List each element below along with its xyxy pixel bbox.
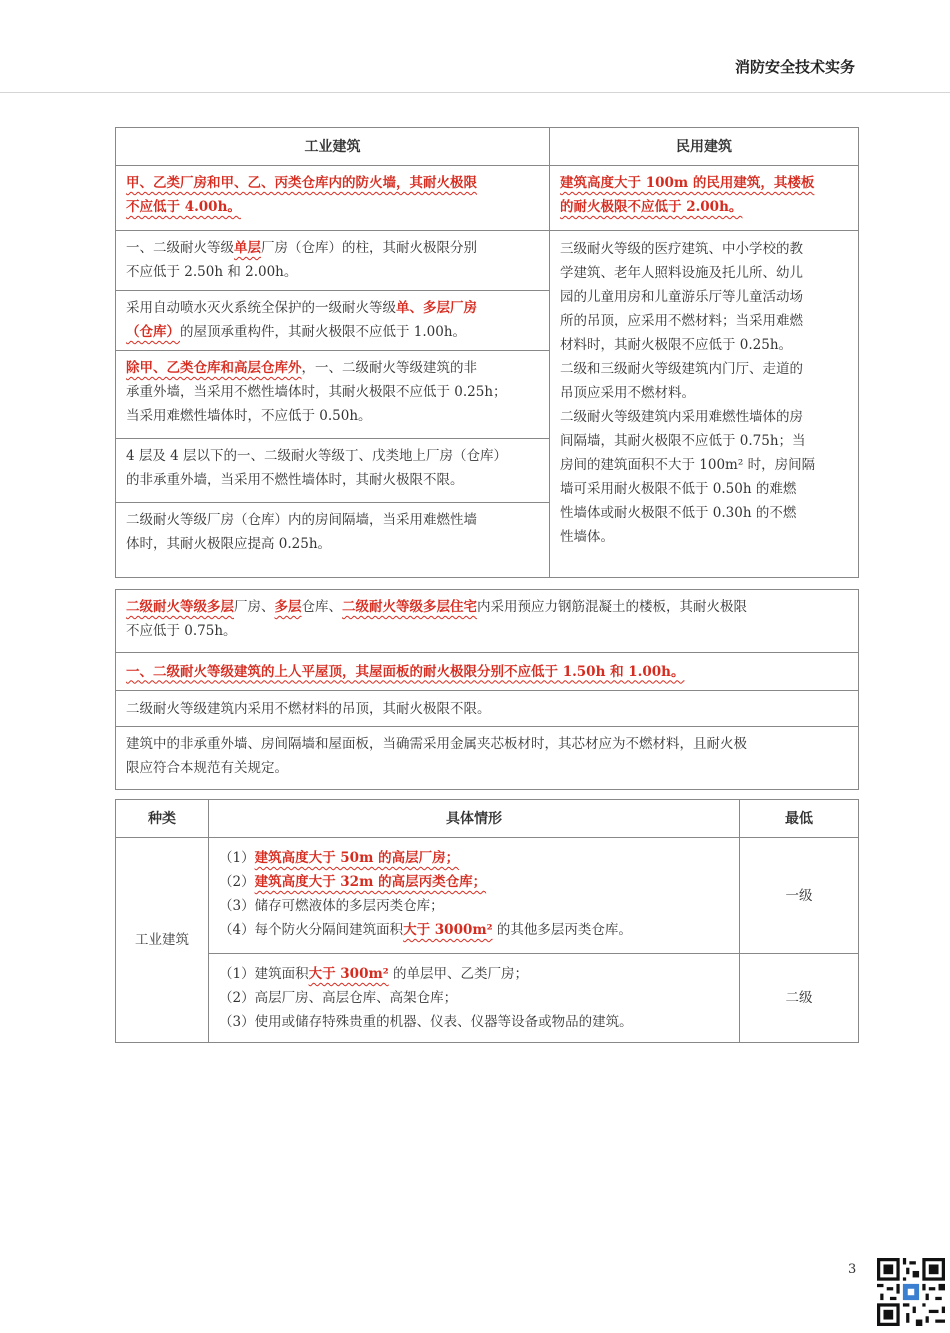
header-category: 种类 — [116, 800, 209, 838]
header-situation: 具体情形 — [209, 800, 740, 838]
classification-table — [115, 799, 859, 1043]
category-cell: 工业建筑 — [116, 838, 209, 1043]
group2-situations: （1）建筑面积大于 300m² 的单层甲、乙类厂房； （2）高层厂房、高层仓库、高架仓库； （3）使用或储存特殊贵重的机器、仪表、仪器等设备或物品的建筑。 — [209, 954, 740, 1043]
sandwich-panel-cell: 建筑中的非承重外墙、房间隔墙和屋面板，当确需采用金属夹芯板材时，其芯材应为不燃材料，且耐火极 限应符合本规范有关规定。 — [116, 727, 859, 790]
roof-member-cell: 采用自动喷水灭火系统全保护的一级耐火等级单、多层厂房 （仓库）的屋顶承重构件，其耐火极限不应低于 1.00h。 — [116, 291, 550, 351]
column-cell: 一、二级耐火等级单层厂房（仓库）的柱，其耐火极限分别 不应低于 2.50h 和 2.00h。 — [116, 231, 550, 291]
page-number: 3 — [848, 1262, 857, 1277]
firewall-cell: 甲、乙类厂房和甲、乙、丙类仓库内的防火墙，其耐火极限 不应低于 4.00h。 — [116, 166, 550, 231]
roof-slab-cell: 一、二级耐火等级建筑的上人平屋顶，其屋面板的耐火极限分别不应低于 1.50h 和 1.00h。 — [116, 653, 859, 691]
header-minimum: 最低 — [740, 800, 859, 838]
header-industrial: 工业建筑 — [116, 128, 550, 166]
fire-resistance-table — [115, 127, 859, 578]
external-wall-cell: 除甲、乙类仓库和高层仓库外，一、二级耐火等级建筑的非 承重外墙，当采用不燃性墙体时，其耐火极限不应低于 0.25h； 当采用难燃性墙体时，不应低于 0.50h。 — [116, 351, 550, 439]
header-divider — [0, 92, 950, 93]
ceiling-cell: 二级耐火等级建筑内采用不燃材料的吊顶，其耐火极限不限。 — [116, 691, 859, 727]
floor-roof-table — [115, 589, 859, 790]
header-civil: 民用建筑 — [550, 128, 859, 166]
prestressed-floor-cell: 二级耐火等级多层厂房、多层仓库、二级耐火等级多层住宅内采用预应力钢筋混凝土的楼板，其耐火极限 不应低于 0.75h。 — [116, 590, 859, 653]
group2-level: 二级 — [740, 954, 859, 1043]
partition-cell: 二级耐火等级厂房（仓库）内的房间隔墙，当采用难燃性墙 体时，其耐火极限应提高 0.25h。 — [116, 503, 550, 578]
low-rise-wall-cell: 4 层及 4 层以下的一、二级耐火等级丁、戊类地上厂房（仓库） 的非承重外墙，当采用不燃性墙体时，其耐火极限不限。 — [116, 439, 550, 503]
ceiling-partition-cell: 三级耐火等级的医疗建筑、中小学校的教 学建筑、老年人照料设施及托儿所、幼儿 园的儿童用房和儿童游乐厅等儿童活动场 所的吊顶，应采用不燃材料；当采用难燃 材料时，其耐火极限不应低于 0.25h。 二级和三级耐火等级建筑内门厅、走道的 吊顶应采用不燃材料。 二级耐火等级建筑内采用难燃性墙体的房 间隔墙，其耐火极限不应低于 0.75h；当 房间的建筑面积不大于 100m² 时，房间隔 墙可采用耐火极限不低于 0.50h 的难燃 性墙体或耐火极限不低于 0.30h 的不燃 性墙体。 — [550, 231, 859, 578]
civil-floor-cell: 建筑高度大于 100m 的民用建筑，其楼板 的耐火极限不应低于 2.00h。 — [550, 166, 859, 231]
group1-level: 一级 — [740, 838, 859, 954]
header-title: 消防安全技术实务 — [734, 58, 855, 76]
qr-code-icon[interactable] — [877, 1258, 945, 1326]
group1-situations: （1）建筑高度大于 50m 的高层厂房； （2）建筑高度大于 32m 的高层丙类仓库； （3）储存可燃液体的多层丙类仓库； （4）每个防火分隔间建筑面积大于 3000m² 的其他多层丙类仓库。 — [209, 838, 740, 954]
